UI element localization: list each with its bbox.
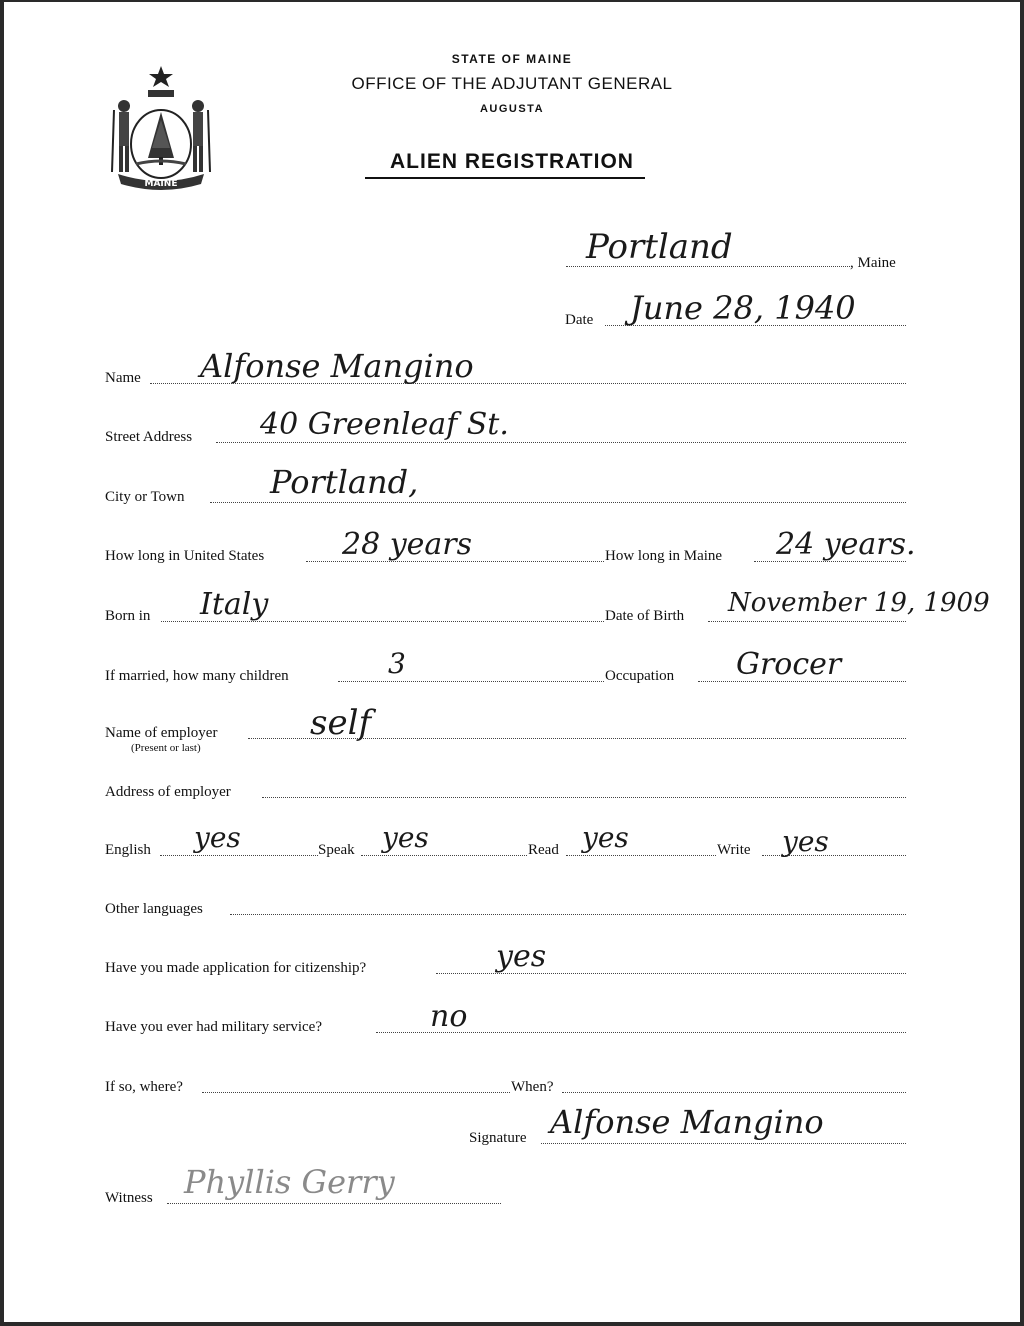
- office-heading: OFFICE OF THE ADJUTANT GENERAL: [351, 74, 673, 93]
- signature-value[interactable]: Alfonse Mangino: [550, 1103, 824, 1141]
- children-line: [338, 681, 604, 682]
- signature-line: [541, 1143, 906, 1144]
- witness-label: Witness: [105, 1190, 153, 1206]
- occupation-value[interactable]: Grocer: [736, 647, 842, 682]
- employer-note: (Present or last): [131, 742, 201, 754]
- children-label: If married, how many children: [105, 668, 289, 684]
- registration-form-page: [4, 2, 1020, 1322]
- born-label: Born in: [105, 608, 151, 624]
- speak-label: Speak: [318, 842, 355, 858]
- speak-value[interactable]: yes: [382, 821, 429, 854]
- maine-duration-value[interactable]: 24 years.: [776, 527, 916, 562]
- employer-label: Name of employer: [105, 725, 218, 741]
- name-label: Name: [105, 370, 141, 386]
- employer-value[interactable]: self: [310, 703, 372, 743]
- street-label: Street Address: [105, 429, 193, 445]
- speak-line: [361, 855, 527, 856]
- place-value[interactable]: Portland: [586, 227, 733, 267]
- other-languages-label: Other languages: [105, 901, 203, 917]
- date-value[interactable]: June 28, 1940: [630, 289, 856, 327]
- occupation-label: Occupation: [605, 668, 675, 684]
- us-duration-label: How long in United States: [105, 548, 265, 564]
- date-label: Date: [565, 312, 594, 328]
- dob-line: [708, 621, 906, 622]
- seal-banner-text: MAINE: [144, 179, 178, 189]
- other-languages-line: [230, 914, 906, 915]
- us-duration-value[interactable]: 28 years: [342, 527, 473, 562]
- name-value[interactable]: Alfonse Mangino: [200, 347, 474, 385]
- city-line: [210, 502, 906, 503]
- witness-value[interactable]: Phyllis Gerry: [184, 1163, 395, 1201]
- when-label: When?: [511, 1079, 554, 1095]
- witness-line: [167, 1203, 501, 1204]
- born-value[interactable]: Italy: [200, 587, 269, 622]
- dob-value[interactable]: November 19, 1909: [728, 588, 990, 618]
- state-heading: STATE OF MAINE: [451, 52, 573, 66]
- children-value[interactable]: 3: [388, 647, 406, 680]
- write-value[interactable]: yes: [782, 825, 829, 858]
- read-line: [566, 855, 716, 856]
- read-value[interactable]: yes: [582, 821, 629, 854]
- where-line: [202, 1092, 510, 1093]
- english-line: [160, 855, 318, 856]
- street-value[interactable]: 40 Greenleaf St.: [260, 407, 509, 442]
- title-underline: [365, 177, 645, 179]
- military-label: Have you ever had military service?: [105, 1019, 322, 1035]
- dob-label: Date of Birth: [605, 608, 685, 624]
- read-label: Read: [528, 842, 559, 858]
- english-label: English: [105, 842, 151, 858]
- citizenship-value[interactable]: yes: [496, 939, 547, 974]
- signature-label: Signature: [469, 1130, 527, 1146]
- maine-label: , Maine: [850, 255, 896, 271]
- when-line: [562, 1092, 906, 1093]
- maine-duration-label: How long in Maine: [605, 548, 723, 564]
- citizenship-label: Have you made application for citizenship?: [105, 960, 367, 976]
- city-heading: AUGUSTA: [479, 103, 545, 115]
- city-value[interactable]: Portland,: [270, 463, 419, 501]
- english-value[interactable]: yes: [194, 821, 241, 854]
- city-label: City or Town: [105, 489, 185, 505]
- military-value[interactable]: no: [430, 999, 468, 1034]
- street-line: [216, 442, 906, 443]
- employer-address-label: Address of employer: [105, 784, 231, 800]
- write-label: Write: [717, 842, 751, 858]
- employer-address-line: [262, 797, 906, 798]
- form-title: ALIEN REGISTRATION: [390, 150, 634, 173]
- where-label: If so, where?: [105, 1079, 183, 1095]
